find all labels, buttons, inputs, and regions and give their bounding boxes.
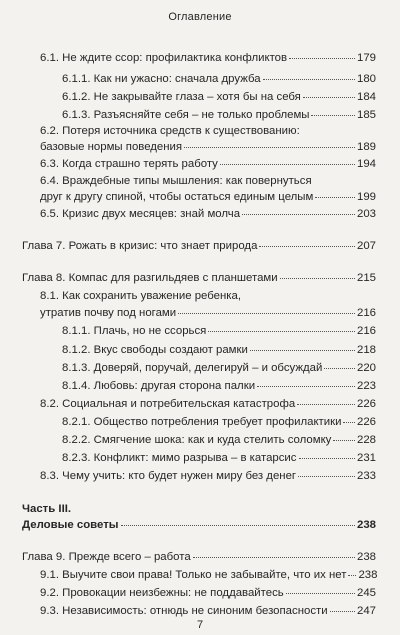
- leader-dots: [289, 58, 355, 59]
- toc-entry-title: Глава 8. Компас для разгильдяев с планшетами: [22, 272, 278, 284]
- toc-entry-page: 203: [356, 208, 376, 220]
- toc-entry: [40, 141, 376, 154]
- toc-entry-title: Часть III.: [22, 503, 72, 515]
- toc-entry-page: 238: [356, 551, 376, 563]
- toc-entry-title: 6.1.3. Разъясняйте себя – не только проблемы: [62, 109, 310, 121]
- leader-dots: [121, 525, 355, 526]
- toc-entry-page: 207: [356, 240, 376, 252]
- toc-entry: [22, 272, 376, 285]
- toc-entry: [40, 290, 376, 303]
- leader-dots: [184, 147, 355, 148]
- toc-entry-title: 6.1.1. Как ни ужасно: сначала дружба: [62, 73, 261, 85]
- toc-entry: [22, 551, 376, 564]
- toc-entry-title: 6.4. Враждебные типы мышления: как повернуться: [40, 175, 312, 187]
- leader-dots: [259, 246, 355, 247]
- toc-entry-title: 6.5. Кризис двух месяцев: знай молча: [40, 208, 241, 220]
- page-title: Оглавление: [168, 11, 232, 23]
- leader-dots: [263, 79, 355, 80]
- leader-dots: [303, 97, 355, 98]
- toc-entry-title: 6.2. Потеря источника средств к существованию:: [40, 125, 300, 137]
- toc-entry-title: 6.1. Не ждите ссор: профилактика конфликтов: [40, 52, 288, 64]
- toc-entry-page: 226: [356, 416, 376, 428]
- toc-entry: [62, 380, 376, 393]
- leader-dots: [311, 115, 355, 116]
- toc-entry-title: 8.1.1. Плачь, но не ссорься: [62, 325, 207, 337]
- toc-entry-title: 8.2.3. Конфликт: мимо разрыва – в катарсис: [62, 452, 297, 464]
- toc-entry-page: 185: [356, 109, 376, 121]
- toc-entry-title: 8.3. Чему учить: кто будет нужен миру без денег: [40, 470, 297, 482]
- toc-entry-title: утратив почву под ногами: [40, 307, 177, 319]
- toc-entry-title: друг к другу спиной, чтобы остаться единым целым: [40, 191, 314, 203]
- leader-dots: [297, 404, 355, 405]
- toc-entry: [62, 91, 376, 104]
- leader-dots: [315, 197, 355, 198]
- toc-entry-page: 233: [356, 470, 376, 482]
- toc-entry-title: 9.2. Провокации неизбежны: не поддавайтесь: [40, 587, 284, 599]
- toc-entry-title: базовые нормы поведения: [40, 141, 183, 153]
- leader-dots: [348, 575, 356, 576]
- toc-entry: [62, 344, 376, 357]
- toc-entry: [40, 208, 376, 221]
- toc-entry-page: 199: [356, 191, 376, 203]
- page-number: 7: [196, 619, 204, 631]
- toc-entry-page: 220: [356, 362, 376, 374]
- toc-entry-page: 216: [356, 325, 376, 337]
- toc-entry: [40, 605, 376, 618]
- toc-entry-page: 228: [356, 434, 376, 446]
- leader-dots: [193, 557, 355, 558]
- leader-dots: [257, 386, 355, 387]
- leader-dots: [286, 593, 355, 594]
- leader-dots: [242, 214, 355, 215]
- leader-dots: [299, 458, 355, 459]
- toc-entry: [62, 416, 376, 429]
- toc-entry: [62, 362, 376, 375]
- toc-entry-page: 218: [356, 344, 376, 356]
- toc-entry-page: 238: [358, 569, 378, 581]
- leader-dots: [250, 350, 355, 351]
- toc-entry-title: 8.1.3. Доверяй, поручай, делегируй – и обсуждай: [62, 362, 323, 374]
- toc-entry-title: 8.1.4. Любовь: другая сторона палки: [62, 380, 256, 392]
- toc-entry-page: 231: [356, 452, 376, 464]
- toc-entry: [40, 125, 376, 138]
- toc-entry-title: Глава 9. Прежде всего – работа: [22, 551, 191, 563]
- toc-entry: [40, 569, 376, 582]
- toc-entry: [40, 307, 376, 320]
- leader-dots: [280, 278, 355, 279]
- leader-dots: [220, 164, 355, 165]
- leader-dots: [298, 476, 355, 477]
- leader-dots: [178, 313, 355, 314]
- toc-entry: [40, 175, 376, 188]
- toc-entry-title: 8.2.1. Общество потребления требует профилактики: [62, 416, 342, 428]
- toc-entry-title: Деловые советы: [22, 519, 119, 531]
- toc-entry: [40, 52, 376, 65]
- leader-dots: [330, 611, 355, 612]
- toc-entry: [40, 158, 376, 171]
- toc-entry-page: 247: [356, 605, 376, 617]
- leader-dots: [343, 422, 355, 423]
- toc-entry-title: 8.1. Как сохранить уважение ребенка,: [40, 290, 242, 302]
- toc-entry-page: 215: [356, 272, 376, 284]
- toc-entry: [62, 73, 376, 86]
- toc-entry: [40, 398, 376, 411]
- leader-dots: [333, 440, 355, 441]
- toc-entry-page: 226: [356, 398, 376, 410]
- toc-entry: [40, 191, 376, 204]
- toc-entry-page: 189: [356, 141, 376, 153]
- toc-entry-title: 8.2. Социальная и потребительская катастрофа: [40, 398, 296, 410]
- toc-entry-title: 9.3. Независимость: отнюдь не синоним безопасности: [40, 605, 328, 617]
- toc-entry-title: 8.1.2. Вкус свободы создают рамки: [62, 344, 248, 356]
- toc-entry-page: 216: [356, 307, 376, 319]
- leader-dots: [208, 331, 355, 332]
- toc-entry: [62, 109, 376, 122]
- toc-entry: [22, 519, 376, 532]
- toc-entry-title: Глава 7. Рожать в кризис: что знает природа: [22, 240, 258, 252]
- toc-entry-title: 8.2.2. Смягчение шока: как и куда стелить соломку: [62, 434, 332, 446]
- toc-entry-title: 6.1.2. Не закрывайте глаза – хотя бы на себя: [62, 91, 301, 103]
- toc-entry-page: 238: [356, 519, 376, 531]
- toc-entry-page: 245: [356, 587, 376, 599]
- toc-entry-title: 6.3. Когда страшно терять работу: [40, 158, 218, 170]
- toc-entry: [40, 587, 376, 600]
- toc-entry: [62, 325, 376, 338]
- toc-entry-page: 194: [356, 158, 376, 170]
- toc-entry-page: 223: [356, 380, 376, 392]
- toc-entry: [40, 470, 376, 483]
- toc-entry-page: 179: [356, 52, 376, 64]
- toc-entry: [22, 240, 376, 253]
- toc-entry: [62, 434, 376, 447]
- toc-part-heading: [22, 503, 376, 516]
- toc-entry-title: 9.1. Выучите свои права! Только не забывайте, что их нет: [40, 569, 347, 581]
- toc-entry-page: 184: [356, 91, 376, 103]
- toc-entry-page: 180: [356, 73, 376, 85]
- leader-dots: [324, 368, 355, 369]
- toc-entry: [62, 452, 376, 465]
